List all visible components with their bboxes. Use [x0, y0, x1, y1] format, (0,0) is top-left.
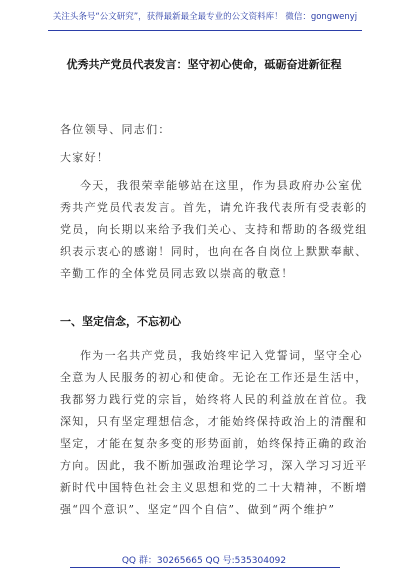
paragraph-line: 今天，我很荣幸能够站在这里，作为县政府办公室优 [80, 179, 363, 192]
greeting: 大家好！ [60, 151, 110, 164]
paragraph-line: 新时代中国特色社会主义思想和党的二十大精神，不断增 [60, 481, 368, 494]
paragraph-line: 党员，向长期以来给予我们关心、支持和帮助的各级党组 [60, 223, 368, 236]
footer-divider [70, 567, 340, 568]
paragraph-line: 秀共产党员代表发言。首先，请允许我代表所有受表彰的 [60, 201, 368, 214]
paragraph-line: 辛勤工作的全体党员同志致以崇高的敬意！ [60, 267, 294, 280]
page-header [48, 8, 362, 31]
paragraph-line: 我都努力践行党的宗旨，始终将人民的利益放在首位。我 [60, 393, 368, 406]
header-promo-text: 关注头条号“公文研究”，获得最新最全最专业的公文资料库！ 微信：gongwenyj [52, 12, 358, 22]
salutation: 各位领导、同志们： [60, 123, 171, 136]
section-heading: 一、坚定信念，不忘初心 [60, 315, 181, 328]
page-footer-contact: QQ 群：30265665 QQ 号:535304092 [121, 556, 287, 566]
paragraph-line: 坚定，才能在复杂多变的形势面前，始终保持正确的政治 [60, 437, 368, 450]
paragraph-line: 方向。因此，我不断加强政治理论学习，深入学习习近平 [60, 459, 368, 472]
document-title: 优秀共产党员代表发言：坚守初心使命，砥砺奋进新征程 [66, 58, 342, 71]
paragraph-line: 强“四个意识”、坚定“四个自信”、做到“两个维护” [60, 503, 336, 516]
paragraph-line: 织表示衷心的感谢！同时，也向在各自岗位上默默奉献、 [60, 245, 368, 258]
paragraph-line: 全意为人民服务的初心和使命。无论在工作还是生活中， [60, 371, 368, 384]
paragraph-line: 深知，只有坚定理想信念，才能始终保持政治上的清醒和 [60, 415, 368, 428]
paragraph-line: 作为一名共产党员，我始终牢记入党誓词，坚守全心 [80, 349, 363, 362]
